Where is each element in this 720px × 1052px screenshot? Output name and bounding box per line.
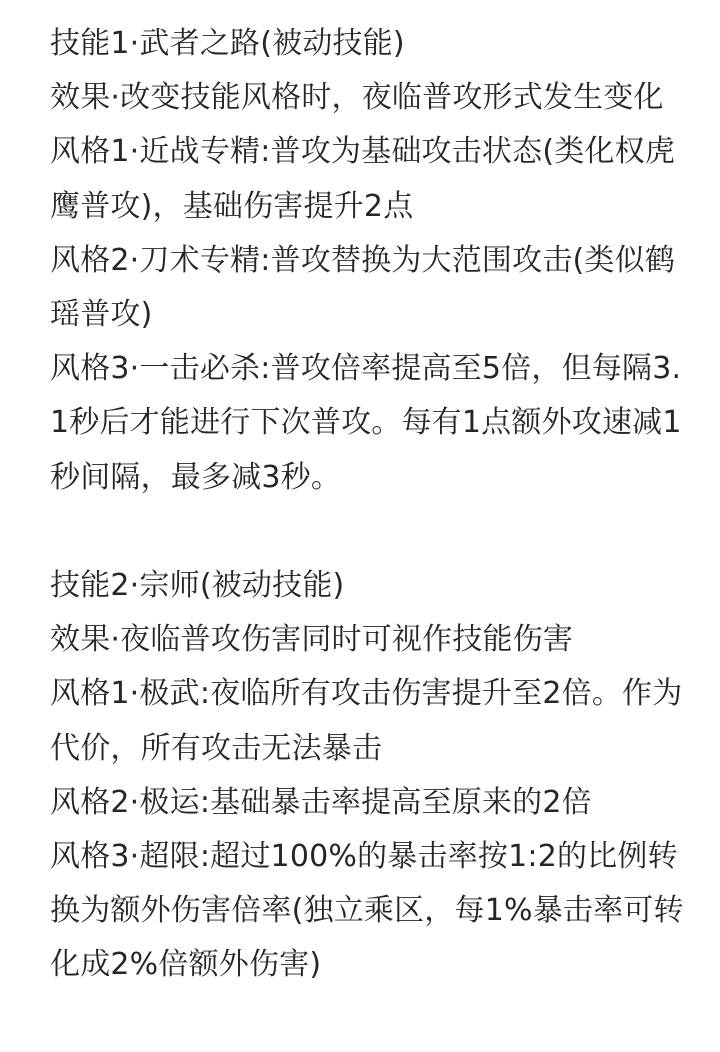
style-3-description: 风格3·超限:超过100%的暴击率按1:2的比例转换为额外伤害倍率(独立乘区，每1%暴击率可转化成2%倍额外伤害) (50, 839, 684, 983)
style-3-description: 风格3·一击必杀:普攻倍率提高至5倍，但每隔3.1秒后才能进行下次普攻。每有1点额外攻速减1秒间隔，最多减3秒。 (50, 351, 682, 495)
skill-section-2 (50, 559, 690, 993)
style-1-description: 风格1·近战专精:普攻为基础攻击状态(类化权虎鹰普攻)，基础伤害提升2点 (50, 134, 676, 224)
style-2-description: 风格2·极运:基础暴击率提高至原来的2倍 (50, 784, 592, 820)
skill-effect: 效果·改变技能风格时，夜临普攻形式发生变化 (50, 80, 664, 116)
skill-title: 技能1·武者之路(被动技能) (50, 26, 405, 61)
skill-effect: 效果·夜临普攻伤害同时可视作技能伤害 (50, 622, 574, 658)
skill-title: 技能2·宗师(被动技能) (50, 568, 345, 604)
document-body (50, 17, 690, 993)
style-2-description: 风格2·刀术专精:普攻替换为大范围攻击(类似鹤瑶普攻) (50, 242, 676, 333)
skill-section-1 (50, 17, 690, 505)
style-1-description: 风格1·极武:夜临所有攻击伤害提升至2倍。作为代价，所有攻击无法暴击 (50, 676, 683, 766)
